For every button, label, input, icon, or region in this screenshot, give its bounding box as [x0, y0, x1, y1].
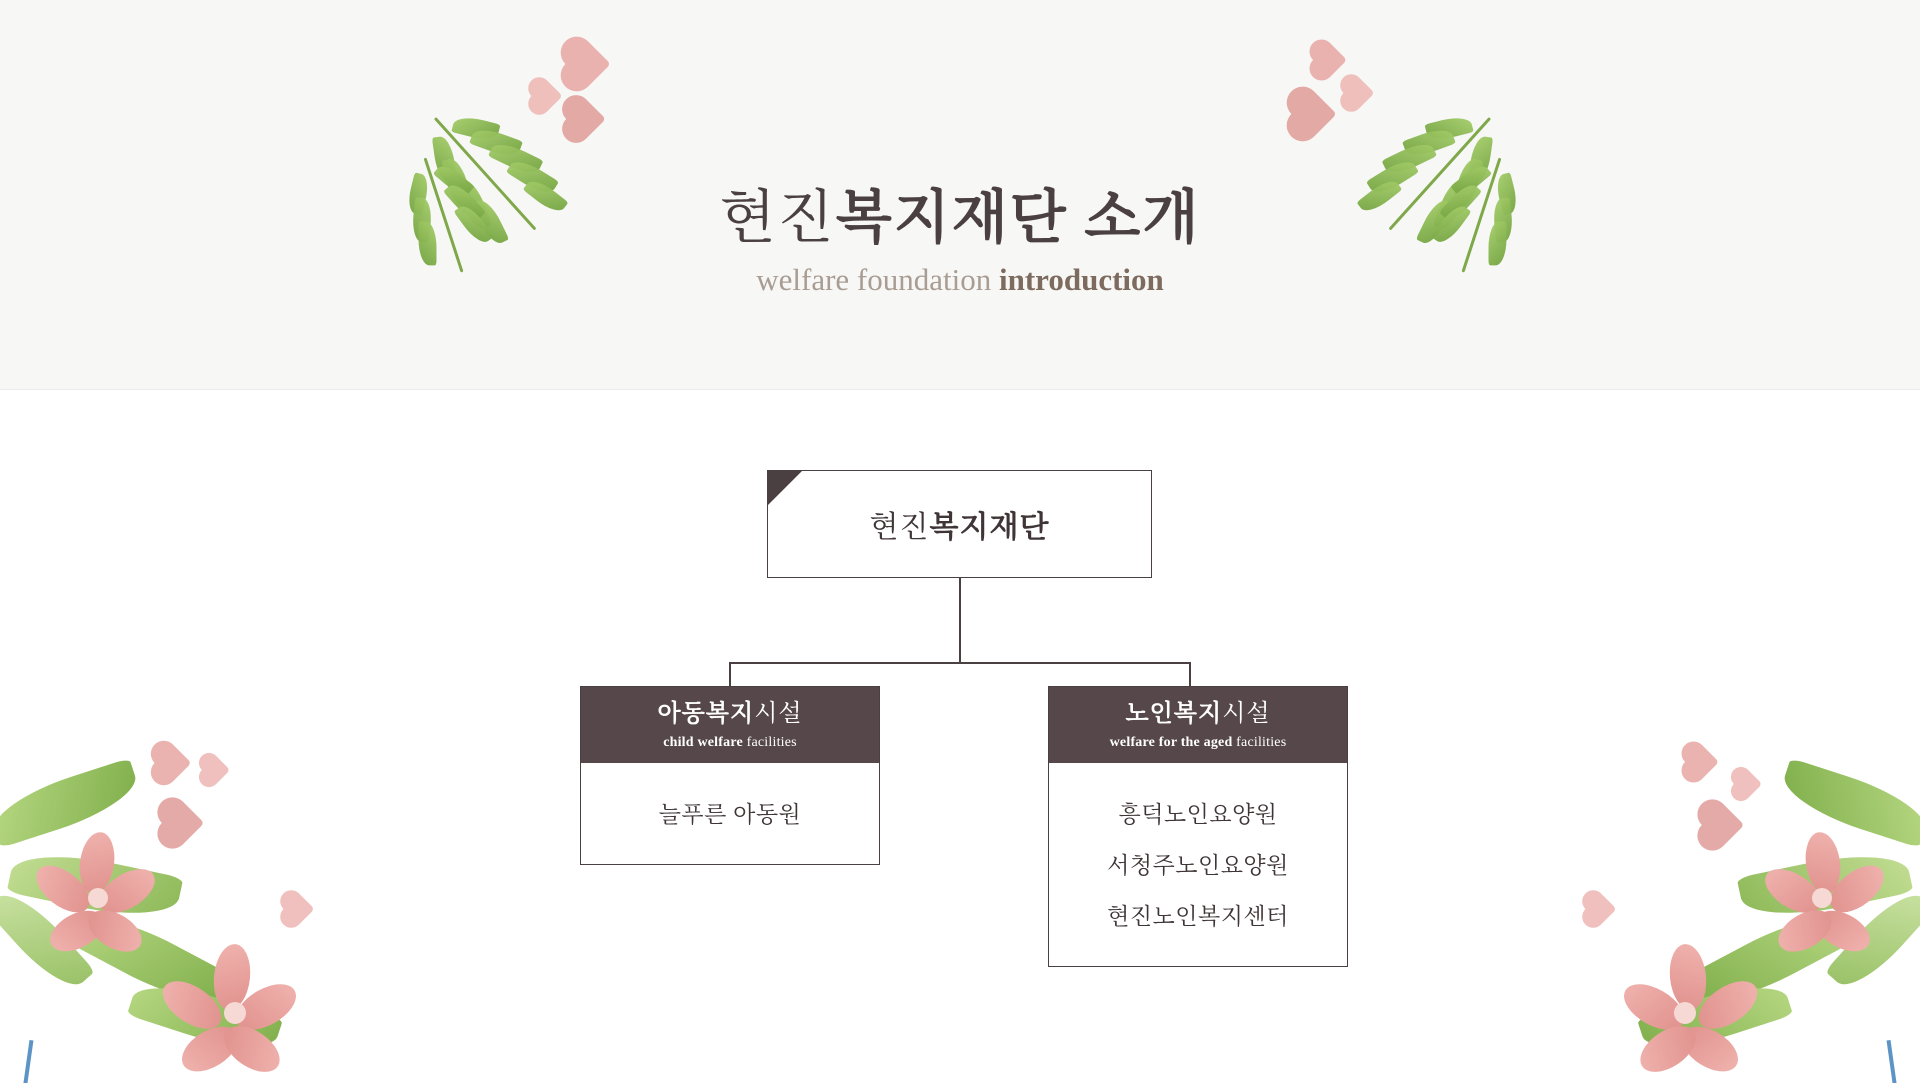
org-node-child-welfare-title-ko-bold: 아동복지 — [657, 701, 755, 727]
org-node-child-welfare-body — [581, 763, 879, 864]
org-node-aged-welfare-title-en-bold: welfare for the aged — [1109, 734, 1237, 750]
header-inner — [0, 0, 1920, 390]
org-node-aged-welfare-title-en-reg: facilities — [1236, 734, 1287, 750]
connector-vertical-right — [1189, 662, 1191, 688]
list-item: 서청주노인요양원 — [1107, 852, 1289, 878]
page-subtitle-main: introduction — [998, 262, 1164, 297]
connector-horizontal — [729, 662, 1191, 664]
org-node-child-welfare-header — [581, 687, 879, 763]
org-node-aged-welfare-body — [1049, 763, 1347, 966]
page-subtitle-prefix: welfare foundation — [756, 262, 999, 297]
org-node-aged-welfare-header — [1049, 687, 1347, 763]
list-item: 늘푸른 아동원 — [658, 801, 802, 827]
page-title-main: 복지재단 소개 — [835, 185, 1201, 250]
connector-vertical-left — [729, 662, 731, 688]
org-node-child-welfare-title-ko — [581, 701, 879, 729]
page-title — [0, 170, 1920, 254]
org-node-root — [767, 470, 1152, 578]
corner-accent-icon — [768, 471, 802, 505]
org-node-child-welfare-title-en-reg: facilities — [746, 734, 797, 750]
heart-cluster-left-icon — [520, 40, 660, 160]
org-node-root-label-main: 복지재단 — [929, 511, 1050, 544]
org-node-aged-welfare-title-ko — [1049, 701, 1347, 729]
page-title-prefix: 현진 — [719, 185, 836, 250]
org-node-aged-welfare-title-ko-thin: 시설 — [1222, 701, 1271, 727]
list-item: 현진노인복지센터 — [1107, 903, 1289, 929]
org-node-child-welfare-title-en-bold: child welfare — [663, 734, 747, 750]
page-header-band — [0, 0, 1920, 390]
org-node-aged-welfare-title-en — [1049, 735, 1347, 751]
org-node-aged-welfare-title-ko-bold: 노인복지 — [1125, 701, 1223, 727]
org-node-child-welfare-title-ko-thin: 시설 — [754, 701, 803, 727]
org-node-child-welfare-title-en — [581, 735, 879, 751]
org-node-root-label-prefix: 현진 — [869, 511, 930, 544]
heart-cluster-right-icon — [1280, 40, 1420, 160]
connector-vertical-root — [959, 578, 961, 664]
org-node-root-label — [870, 502, 1050, 546]
org-chart — [0, 390, 1920, 1083]
org-node-child-welfare — [580, 686, 880, 865]
page-subtitle — [0, 262, 1920, 298]
list-item: 흥덕노인요양원 — [1118, 801, 1278, 827]
org-node-aged-welfare — [1048, 686, 1348, 967]
